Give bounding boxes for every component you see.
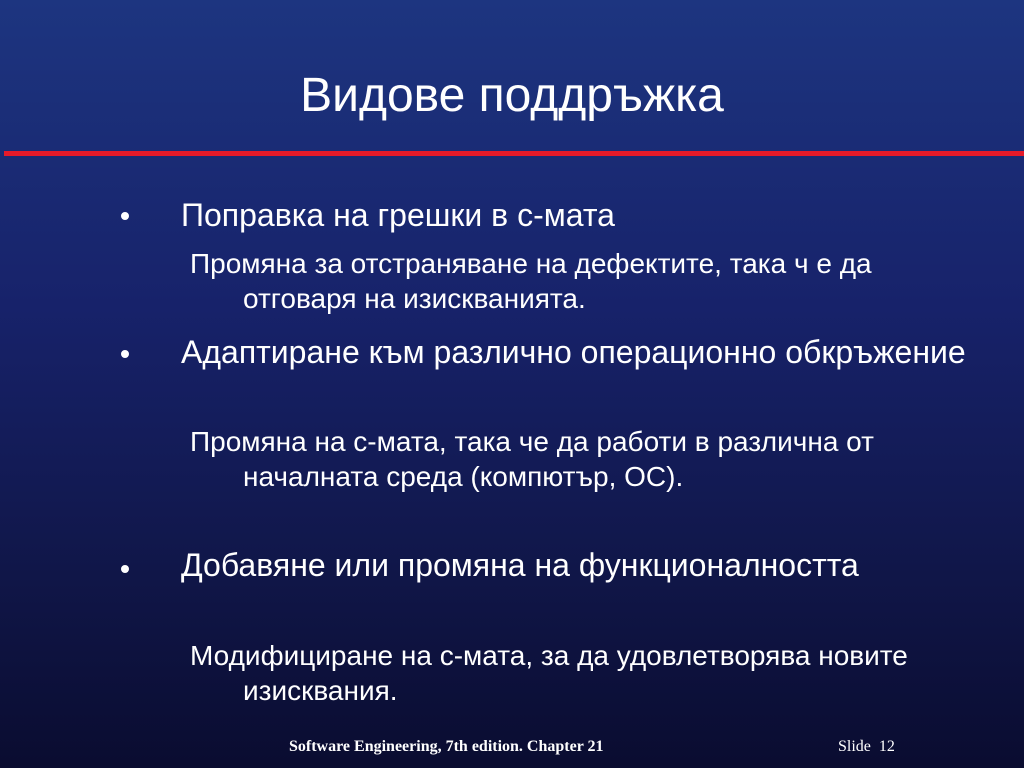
bullet-detail: Модифициране на с-мата, за да удовлетворява новите изисквания. (190, 640, 908, 706)
slide-label: Slide (838, 738, 871, 755)
bullet-icon (121, 565, 129, 573)
bullet-icon (121, 350, 129, 358)
slide-number-value: 12 (878, 738, 895, 755)
slide-title: Видове поддръжка (300, 69, 724, 122)
bullet-icon (121, 212, 129, 220)
footer-source: Software Engineering, 7th edition. Chapter 21 (289, 738, 604, 755)
bullet-heading: Поправка на грешки в с-мата (181, 197, 615, 233)
bullet-heading: Добавяне или промяна на функционалността (181, 547, 859, 583)
bullet-detail: Промяна за отстраняване на дефектите, така ч е да отговаря на изискванията. (190, 248, 872, 314)
bullet-detail: Промяна на с-мата, така че да работи в различна от началната среда (компютър, ОС). (190, 426, 874, 492)
title-divider (4, 151, 1024, 156)
slide-number (838, 737, 895, 757)
bullet-heading: Адаптиране към различно операционно обкръжение (181, 334, 966, 370)
